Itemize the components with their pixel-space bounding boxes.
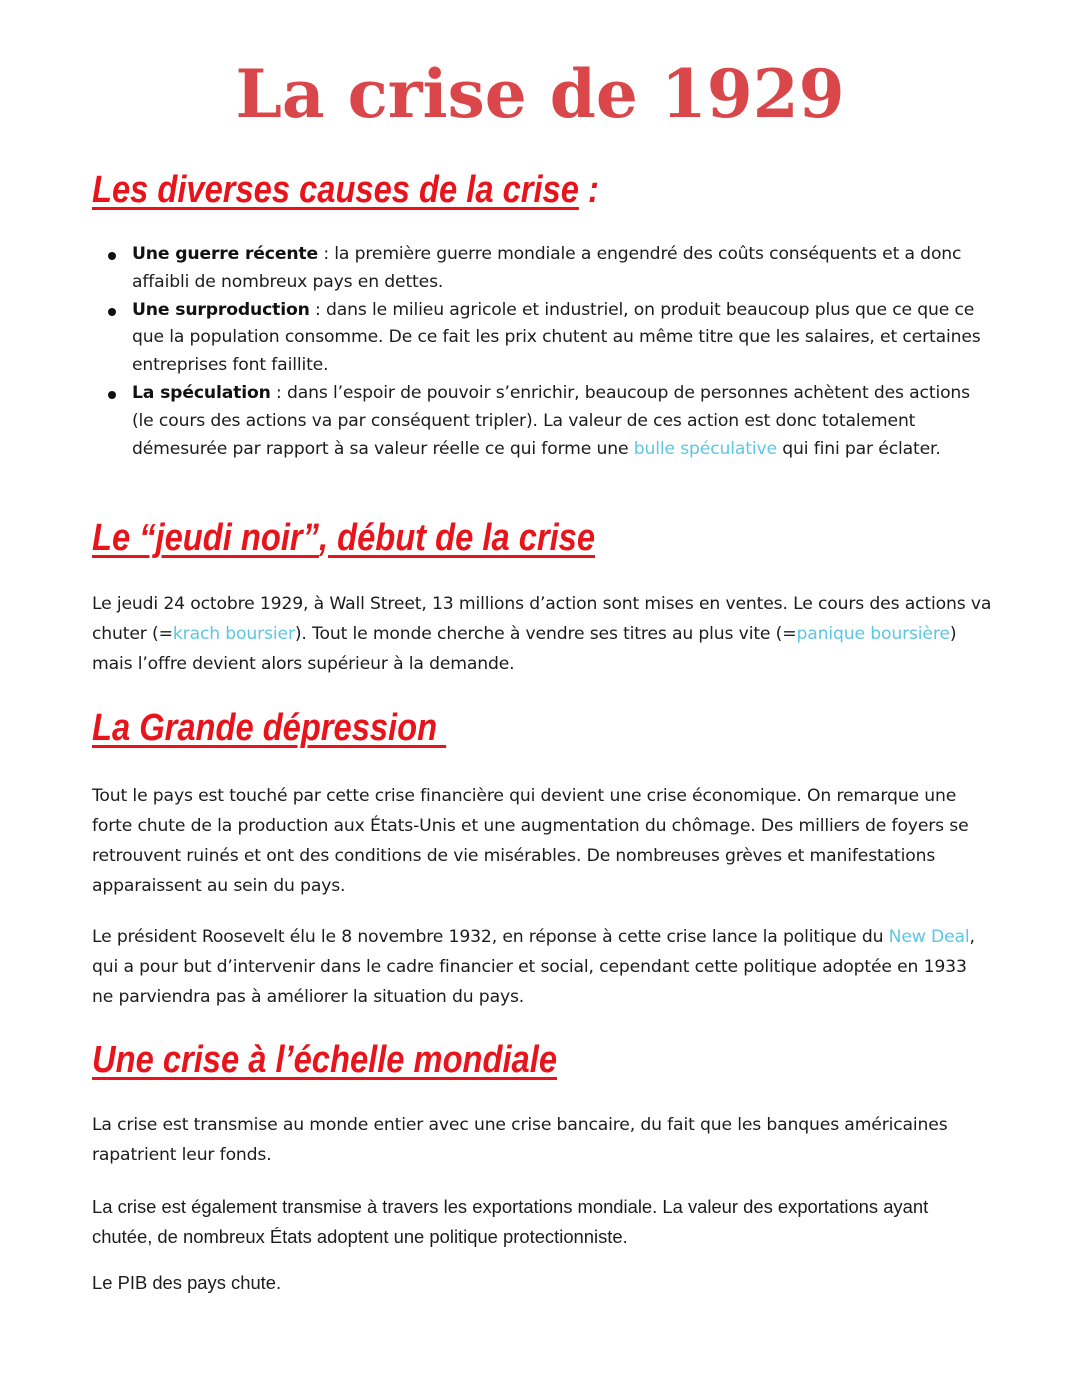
paragraph-text: , qui a pour but d’intervenir dans le cadre financier et social, cependant cette politique adoptée en 1933 ne parviendra pas à améliorer la situation du pays. <box>92 927 975 1007</box>
heading-causes <box>92 166 599 214</box>
paragraph-text: Le jeudi 24 octobre 1929, à Wall Street, 13 millions d’action sont mises en ventes. Le cours des actions va chuter (= <box>92 594 992 644</box>
bullet-icon <box>108 391 116 399</box>
paragraph-grande-depression-2 <box>92 922 992 1012</box>
cause-text: : dans le milieu agricole et industriel, on produit beaucoup plus que ce que ce que la population consomme. De ce fait les prix chutent au même titre que les salaires, et certaines entreprises font faillite. <box>132 299 981 376</box>
bullet-icon <box>108 252 116 260</box>
paragraph-mondiale-1: La crise est transmise au monde entier avec une crise bancaire, du fait que les banques américaines rapatrient leur fonds. <box>92 1115 948 1165</box>
link-new-deal[interactable]: New Deal <box>888 927 970 947</box>
bullet-icon <box>108 308 116 316</box>
paragraph-text: Le président Roosevelt élu le 8 novembre 1932, en réponse à cette crise lance la politique du <box>92 927 889 947</box>
heading-causes-text: Les diverses causes de la crise <box>92 169 579 211</box>
cause-term: Une guerre récente <box>132 244 319 264</box>
link-krach-boursier[interactable]: krach boursier <box>172 624 295 644</box>
heading-causes-suffix: : <box>578 169 599 211</box>
paragraph-text: ). Tout le monde cherche à vendre ses titres au plus vite (= <box>294 624 797 644</box>
document-title: La crise de 1929 <box>235 55 845 133</box>
heading-jeudi-noir-part2: début de la crise <box>328 517 596 559</box>
link-panique-boursiere[interactable]: panique boursière <box>796 624 950 644</box>
paragraph-mondiale-2: La crise est également transmise à travers les exportations mondiale. La valeur des exportations ayant chutée, de nombreux États adoptent une politique protectionniste. <box>92 1196 929 1247</box>
heading-jeudi-noir-part1: Le “jeudi noir” <box>92 517 319 559</box>
list-item <box>92 380 992 463</box>
heading-grande-depression <box>92 704 446 752</box>
cause-text: : la première guerre mondiale a engendré des coûts conséquents et a donc affaibli de nombreux pays en dettes. <box>132 244 962 292</box>
heading-jeudi-noir-comma: , <box>318 517 329 559</box>
list-item <box>92 297 992 380</box>
paragraph-text: ) mais l’offre devient alors supérieur à la demande. <box>92 624 957 674</box>
cause-text: : dans l’espoir de pouvoir s’enrichir, beaucoup de personnes achètent des actions (le cours des actions va par conséquent tripler). La valeur de ces action est donc totalement démesurée par rapport à sa valeur réelle ce qui forme une <box>132 382 970 459</box>
paragraph-grande-depression-1: Tout le pays est touché par cette crise financière qui devient une crise économique. On remarque une forte chute de la production aux États-Unis et une augmentation du chômage. Des milliers de foyers se retrouvent ruinés et ont des conditions de vie misérables. De nombreuses grèves et manifestations apparaissent au sein du pays. <box>92 786 969 896</box>
heading-grande-depression-text: La Grande dépression <box>92 707 447 749</box>
cause-term: Une surproduction <box>132 299 310 320</box>
heading-jeudi-noir <box>92 514 595 562</box>
heading-crise-mondiale <box>92 1036 557 1084</box>
paragraph-mondiale-3: Le PIB des pays chute. <box>92 1272 282 1293</box>
heading-crise-mondiale-text: Une crise à l’échelle mondiale <box>92 1039 557 1081</box>
paragraph-jeudi-noir <box>92 589 992 679</box>
cause-term: La spéculation <box>132 382 271 403</box>
list-item <box>92 241 992 297</box>
cause-text: qui fini par éclater. <box>776 438 941 459</box>
link-bulle-speculative[interactable]: bulle spéculative <box>633 438 777 459</box>
causes-list <box>92 241 992 463</box>
